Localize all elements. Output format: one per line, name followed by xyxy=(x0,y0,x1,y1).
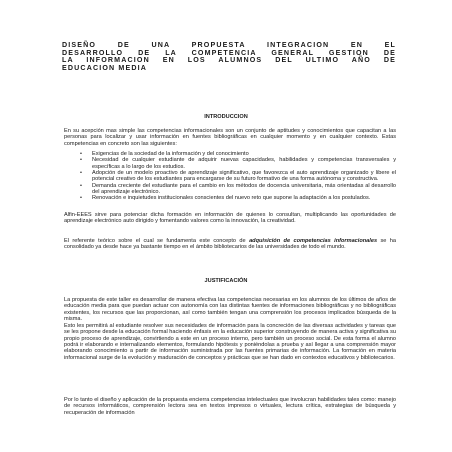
intro-paragraph-1: En su acepción mas simple las competencias informacionales son un conjunto de aptitudes y conocimientos que capacitan a las personas para localizar y usar información en fuentes bibliográficas en cualquier momento y en cualquier contexto. Estas competencias en concreto son las siguientes: xyxy=(64,128,396,147)
emphasis-text: adquisición de competencias informacionales xyxy=(249,238,378,244)
bullet-icon: • xyxy=(80,195,82,202)
list-item: • Demanda creciente del estudiante para el cambio en los métodos de docencia universitaria, más orientadas al desarrollo del aprendizaje electrónico. xyxy=(80,182,396,196)
justification-heading: JUSTIFICACIÓN xyxy=(204,278,248,284)
bullet-icon: • xyxy=(80,157,82,164)
title-line-1: DISEÑO DE UNA PROPUESTA INTEGRACION EN EL xyxy=(62,41,396,49)
title-line-4: EDUCACION MEDIA xyxy=(62,63,148,72)
justification-paragraph-3: Por lo tanto el diseño y aplicación de la propuesta encierra competencias intelectuales que involucran habilidades tales como: manejo de recursos informáticos, comprensión lectora sea en textos impresos o virtuales, lectura crítica, estrategias de búsqueda y recuperación de información xyxy=(64,397,396,416)
bullet-icon: • xyxy=(80,182,82,189)
justification-paragraph-2: Esto les permitirá al estudiante resolver sus necesidades de información para la concreción de las diversas actividades y tareas que se les propone desde la educación formal haciendo énfasis en la educación superior construyendo de manera activa y significativa su propio proceso de aprendizaje, convirtiendo a este en un proceso interno, pero también un proceso social. De esta forma el alumno podrá ir elaborando e internalizando elementos, formulando hipótesis y poniéndolas a prueba y así llegar a una comprensión mayor elaborando conocimiento a partir de información suministrada por las fuentes primarias de información. La formación en materia informacional surge de la evolución y maduración de conceptos y prácticas que se han dado en contextos educativos y bibliotecarios. xyxy=(64,323,396,361)
document-title xyxy=(62,42,396,72)
competency-list xyxy=(80,151,396,202)
list-item: • Renovación e inquietudes institucionales conscientes del nuevo reto que supone la adaptación a los postulados. xyxy=(80,195,371,202)
justification-paragraph-1: La propuesta de este taller es desarrollar de manera efectiva las competencias necesarias en los alumnos de los últimos de años de educación media para que puedan actuar con autonomía con las distintas fuentes de informaciones bibliográficas y no bibliográficas existentes, los recursos que las proporcionan, así como también tengan una comprensión los procesos implicados búsqueda de la misma. xyxy=(64,297,396,323)
list-item: • Exigencias de la sociedad de la información y del conocimiento xyxy=(80,151,249,157)
intro-heading: INTRODUCCION xyxy=(204,114,248,120)
title-line-2: DESARROLLO DE LA COMPETENCIA GENERAL GESTION DE xyxy=(62,48,396,57)
list-item: • Adopción de un modelo proactivo de aprendizaje significativo, que favorezca el auto aprendizaje organizado y libere el potencial creativo de los estudiantes para encargarse de su futuro formativo de una forma autónoma y constructiva. xyxy=(80,170,396,183)
intro-paragraph-3: El referente teórico sobre el cual se fundamenta este concepto de adquisición de competencias informacionales se ha consolidado ya desde hace ya bastante tiempo en el ámbito bibliotecarios de las universidades de todo el mundo. xyxy=(64,238,396,251)
bullet-icon: • xyxy=(80,170,82,177)
title-line-3: LA INFORMACION EN LOS ALUMNOS DEL ULTIMO AÑO DE xyxy=(62,56,396,65)
list-item: • Necesidad de cualquier estudiante de adquirir nuevas capacidades, habilidades y competencias transversales y específicas a lo largo de los estudios. xyxy=(80,157,396,170)
bullet-icon: • xyxy=(80,151,82,157)
intro-paragraph-2: Alfin-EEES sirve para potenciar dicha formación en información de quienes lo consultan, multiplicando las oportunidades de aprendizaje electrónico auto dirigido y fomentando valores como la innovación, la creatividad. xyxy=(64,212,396,225)
